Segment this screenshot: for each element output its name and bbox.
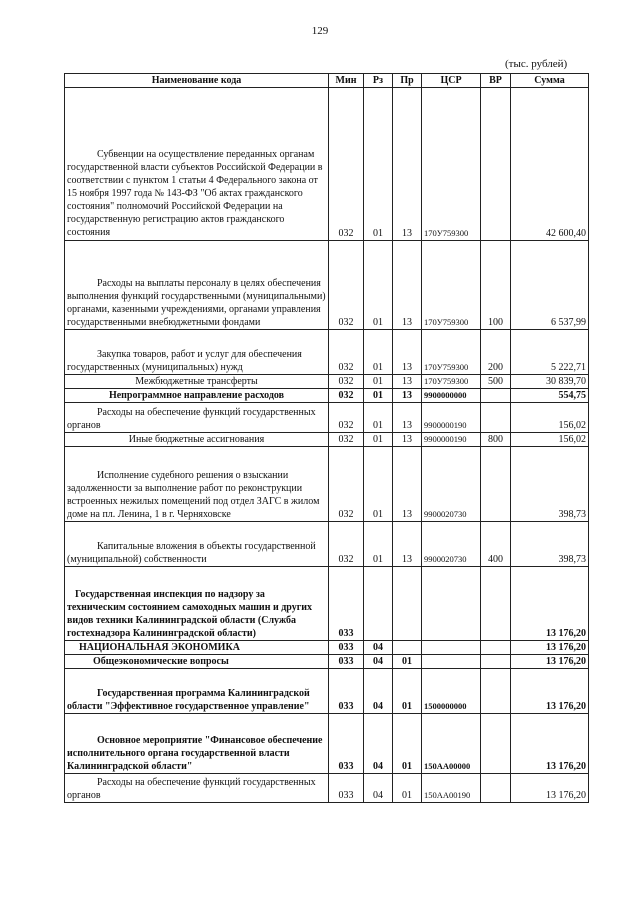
row-min: 032: [329, 447, 364, 522]
row-csr: 170У759300: [422, 375, 481, 389]
row-csr: [422, 655, 481, 669]
row-sum: 398,73: [511, 522, 589, 567]
row-sum: 398,73: [511, 447, 589, 522]
row-min: 033: [329, 714, 364, 774]
row-vr: [481, 669, 511, 714]
row-min: 032: [329, 330, 364, 375]
row-vr: [481, 389, 511, 403]
row-name: Государственная программа Калининградской области "Эффективное государственное управление": [65, 669, 329, 714]
row-pr: 01: [393, 774, 422, 803]
row-csr: 9900020730: [422, 447, 481, 522]
header-min: Мин: [329, 74, 364, 88]
row-min: 032: [329, 522, 364, 567]
row-vr: 400: [481, 522, 511, 567]
row-vr: 500: [481, 375, 511, 389]
table-row: [65, 389, 589, 403]
row-csr: 170У759300: [422, 88, 481, 241]
row-csr: 150АА00000: [422, 714, 481, 774]
row-pr: [393, 567, 422, 641]
row-rz: 04: [364, 655, 393, 669]
row-sum: 13 176,20: [511, 774, 589, 803]
row-vr: 100: [481, 241, 511, 330]
row-name: Иные бюджетные ассигнования: [65, 433, 329, 447]
row-rz: 01: [364, 403, 393, 433]
row-pr: 13: [393, 375, 422, 389]
header-sum: Сумма: [511, 74, 589, 88]
row-vr: [481, 774, 511, 803]
table-row: [65, 433, 589, 447]
row-sum: 156,02: [511, 403, 589, 433]
row-csr: 9900000000: [422, 389, 481, 403]
row-sum: 13 176,20: [511, 669, 589, 714]
row-min: 032: [329, 433, 364, 447]
row-pr: 01: [393, 669, 422, 714]
row-min: 033: [329, 567, 364, 641]
row-min: 032: [329, 88, 364, 241]
row-csr: 170У759300: [422, 241, 481, 330]
row-pr: 13: [393, 389, 422, 403]
row-rz: [364, 567, 393, 641]
row-vr: 200: [481, 330, 511, 375]
row-name: Субвенции на осуществление переданных органам государственной власти субъектов Российской Федерации в соответствии с пунктом 1 статьи 4 Федерального закона от 15 ноября 1997 года № 143-ФЗ "Об актах гражданского состояния" полномочий Российской Федерации на государственную регистрацию актов гражданского состояния: [65, 88, 329, 241]
row-csr: [422, 567, 481, 641]
header-csr: ЦСР: [422, 74, 481, 88]
row-rz: 04: [364, 774, 393, 803]
row-name: Исполнение судебного решения о взыскании задолженности за выполнение работ по реконструкции встроенных нежилых помещений под отдел ЗАГС в жилом доме на пл. Ленина, 1 в г. Черняховске: [65, 447, 329, 522]
row-name: Общеэкономические вопросы: [65, 655, 329, 669]
row-vr: [481, 447, 511, 522]
row-name: Расходы на выплаты персоналу в целях обеспечения выполнения функций государственными (муниципальными) органами, казенными учреждениями, органами управления государственными внебюджетными фондами: [65, 241, 329, 330]
row-pr: 13: [393, 522, 422, 567]
row-name: НАЦИОНАЛЬНАЯ ЭКОНОМИКА: [65, 641, 329, 655]
table-row: [65, 447, 589, 522]
row-vr: [481, 714, 511, 774]
row-sum: 13 176,20: [511, 567, 589, 641]
table-row: [65, 655, 589, 669]
row-rz: 01: [364, 389, 393, 403]
row-sum: 30 839,70: [511, 375, 589, 389]
row-pr: [393, 641, 422, 655]
row-sum: 554,75: [511, 389, 589, 403]
row-name: Закупка товаров, работ и услуг для обеспечения государственных (муниципальных) нужд: [65, 330, 329, 375]
table-row: [65, 375, 589, 389]
row-min: 032: [329, 241, 364, 330]
row-name: Основное мероприятие "Финансовое обеспечение исполнительного органа государственной власти Калининградской области": [65, 714, 329, 774]
row-rz: 01: [364, 330, 393, 375]
row-sum: 156,02: [511, 433, 589, 447]
row-pr: 13: [393, 88, 422, 241]
row-sum: 6 537,99: [511, 241, 589, 330]
header-rz: Рз: [364, 74, 393, 88]
row-min: 033: [329, 669, 364, 714]
row-name: Межбюджетные трансферты: [65, 375, 329, 389]
row-csr: 9900000190: [422, 433, 481, 447]
row-pr: 13: [393, 330, 422, 375]
row-name: Государственная инспекция по надзору за техническим состоянием самоходных машин и других видов техники Калининградской области (Служба гостехнадзора Калининградской области): [65, 567, 329, 641]
row-sum: 5 222,71: [511, 330, 589, 375]
row-min: 033: [329, 774, 364, 803]
row-min: 033: [329, 641, 364, 655]
row-vr: [481, 567, 511, 641]
row-csr: 9900020730: [422, 522, 481, 567]
table-header-row: [65, 74, 589, 88]
row-min: 032: [329, 389, 364, 403]
page-number: 129: [311, 25, 329, 37]
row-csr: 150АА00190: [422, 774, 481, 803]
units-label: (тыс. рублей): [505, 58, 568, 70]
table-row: [65, 669, 589, 714]
row-rz: 04: [364, 669, 393, 714]
header-vr: ВР: [481, 74, 511, 88]
header-pr: Пр: [393, 74, 422, 88]
row-pr: 01: [393, 655, 422, 669]
row-pr: 13: [393, 447, 422, 522]
row-csr: 9900000190: [422, 403, 481, 433]
table-row: [65, 714, 589, 774]
row-rz: 01: [364, 88, 393, 241]
row-sum: 42 600,40: [511, 88, 589, 241]
row-pr: 13: [393, 403, 422, 433]
row-vr: [481, 88, 511, 241]
row-name: Расходы на обеспечение функций государственных органов: [65, 403, 329, 433]
row-rz: 01: [364, 241, 393, 330]
row-pr: 01: [393, 714, 422, 774]
table-row: [65, 641, 589, 655]
row-rz: 01: [364, 375, 393, 389]
table-row: [65, 522, 589, 567]
row-rz: 01: [364, 522, 393, 567]
row-csr: [422, 641, 481, 655]
row-rz: 04: [364, 641, 393, 655]
row-rz: 04: [364, 714, 393, 774]
row-pr: 13: [393, 433, 422, 447]
budget-table: [64, 73, 589, 803]
table-row: [65, 567, 589, 641]
row-name: Непрограммное направление расходов: [65, 389, 329, 403]
row-vr: 800: [481, 433, 511, 447]
row-min: 032: [329, 375, 364, 389]
row-min: 032: [329, 403, 364, 433]
row-name: Капитальные вложения в объекты государственной (муниципальной) собственности: [65, 522, 329, 567]
row-sum: 13 176,20: [511, 641, 589, 655]
row-sum: 13 176,20: [511, 714, 589, 774]
row-rz: 01: [364, 447, 393, 522]
table-row: [65, 88, 589, 241]
row-name: Расходы на обеспечение функций государственных органов: [65, 774, 329, 803]
row-pr: 13: [393, 241, 422, 330]
row-rz: 01: [364, 433, 393, 447]
row-csr: 1500000000: [422, 669, 481, 714]
table-row: [65, 403, 589, 433]
row-vr: [481, 403, 511, 433]
table-row: [65, 330, 589, 375]
row-sum: 13 176,20: [511, 655, 589, 669]
row-vr: [481, 655, 511, 669]
table-row: [65, 774, 589, 803]
row-csr: 170У759300: [422, 330, 481, 375]
row-vr: [481, 641, 511, 655]
table-row: [65, 241, 589, 330]
header-name: Наименование кода: [65, 74, 329, 88]
row-min: 033: [329, 655, 364, 669]
